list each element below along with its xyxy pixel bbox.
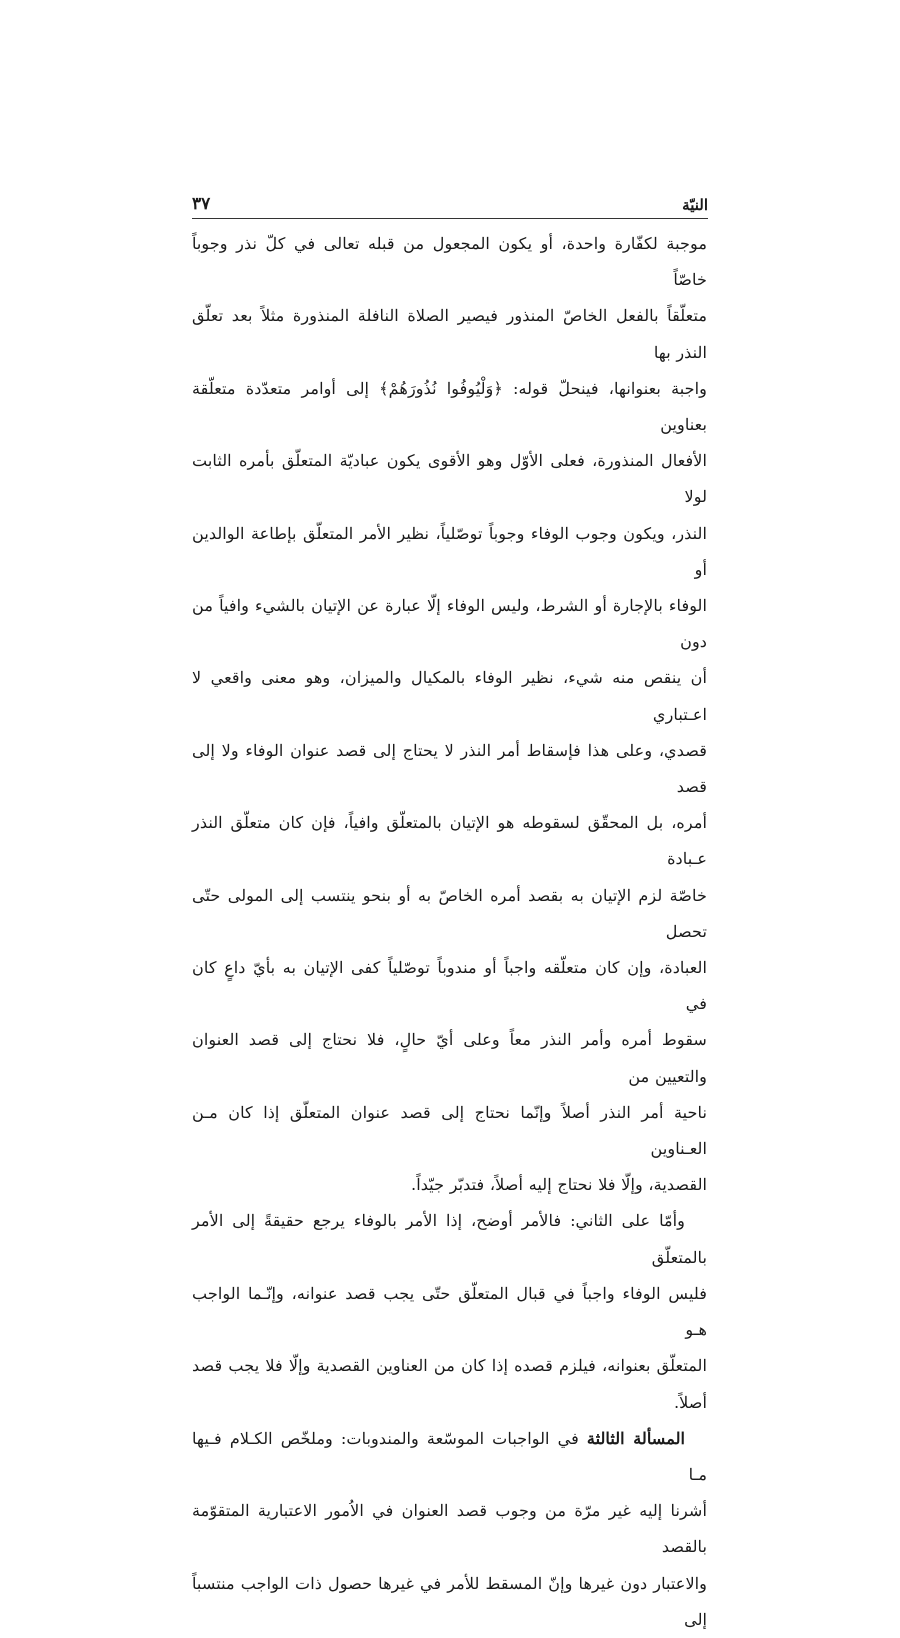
- paragraph-1-line-12: سقوط أمره وأمر النذر معاً وعلى أيّ حالٍ، فلا نحتاج إلى قصد العنوان والتعيين من: [192, 1030, 707, 1086]
- page-number: ٣٧: [192, 194, 211, 214]
- section-heading-third-issue: المسألة الثالثة: [586, 1428, 685, 1448]
- running-header: [192, 186, 708, 219]
- paragraph-1-line-8: قصدي، وعلى هذا فإسقاط أمر النذر لا يحتاج إلى قصد عنوان الوفاء ولا إلى قصد: [192, 740, 707, 797]
- paragraph-2-line-2: فليس الوفاء واجباً في قبال المتعلّق حتّى يجب قصد عنوانه، وإنّـما الواجب هـو: [192, 1283, 707, 1340]
- paragraph-3-line-2: أشرنا إليه غير مرّة من وجوب قصد العنوان في الاُمور الاعتبارية المتقوّمة بالقصد: [192, 1501, 707, 1557]
- paragraph-1-line-14: القصدية، وإلّا فلا نحتاج إليه أصلاً، فتدبّر جيّداً.: [411, 1175, 707, 1195]
- paragraph-1-line-13: ناحية أمر النذر أصلاً وإنّما نحتاج إلى قصد عنوان المتعلّق إذا كان مـن العـناوين: [192, 1102, 707, 1159]
- paragraph-3-line-1-text: في الواجبات الموسّعة والمندوبات: وملخّص الكـلام فـيها مـا: [192, 1428, 707, 1484]
- paragraph-2-line-1: وأمّا على الثاني: فالأمر أوضح، إذا الأمر بالوفاء يرجع حقيقةً إلى الأمر بالمتعلّق: [192, 1211, 707, 1267]
- paragraph-3-line-1: [192, 1421, 707, 1493]
- paragraph-3-line-3: والاعتبار دون غيرها وإنّ المسقط للأمر في غيرها حصول ذات الواجب منتسباً إلى: [192, 1573, 707, 1629]
- running-title: النيّة: [682, 196, 708, 214]
- paragraph-1-line-6: الوفاء بالإجارة أو الشرط، وليس الوفاء إلّا عبارة عن الإتيان بالشيء وافياً من دون: [192, 596, 707, 652]
- paragraph-1-line-7: أن ينقص منه شيء، نظير الوفاء بالمكيال والميزان، وهو معنى واقعي لا اعـتباري: [192, 668, 707, 724]
- paragraph-1-line-1: موجبة لكفّارة واحدة، أو يكون المجعول من قبله تعالى في كلّ نذر وجوباً خاصّاً: [192, 234, 707, 290]
- paragraph-1-line-9: أمره، بل المحقّق لسقوطه هو الإتيان بالمتعلّق وافياً، فإن كان متعلّق النذر عـبادة: [192, 813, 707, 869]
- paragraph-1-line-4: الأفعال المنذورة، فعلى الأوّل وهو الأقوى يكون عباديّة المتعلّق بأمره الثابت لولا: [192, 451, 707, 507]
- paragraph-1-line-11: العبادة، وإن كان متعلّقه واجباً أو مندوباً توصّلياً كفى الإتيان به بأيّ داعٍ كان في: [192, 958, 707, 1014]
- paragraph-2-line-3: المتعلّق بعنوانه، فيلزم قصده إذا كان من العناوين القصدية وإلّا فلا يجب قصد أصلاً.: [192, 1356, 707, 1412]
- paragraph-1-line-3: واجبة بعنوانها، فينحلّ قوله: ﴿وَلْيُوفُوا نُذُورَهُمْ﴾ إلى أوامر متعدّدة متعلّقة بعناوين: [192, 378, 707, 435]
- paragraph-1-line-5: النذر، ويكون وجوب الوفاء وجوباً توصّلياً، نظير الأمر المتعلّق بإطاعة الوالدين أو: [192, 523, 707, 579]
- body-text: [192, 226, 707, 1638]
- paragraph-1-line-2: متعلّقاً بالفعل الخاصّ المنذور فيصير الصلاة النافلة المنذورة مثلاً بعد تعلّق النذر بها: [192, 306, 707, 362]
- paragraph-1-line-10: خاصّة لزم الإتيان به بقصد أمره الخاصّ به أو بنحو ينتسب إلى المولى حتّى تحصل: [192, 885, 707, 941]
